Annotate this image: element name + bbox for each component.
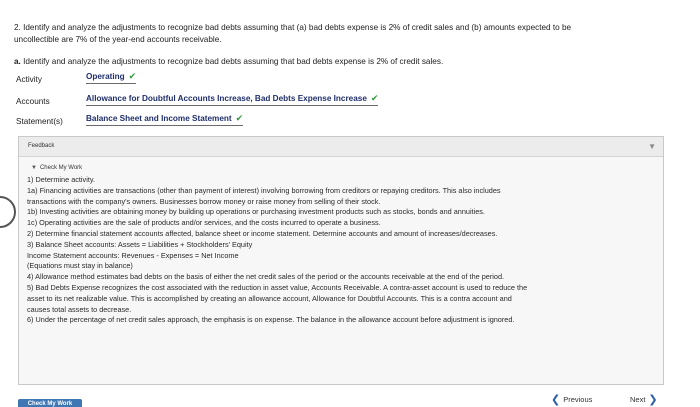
feedback-panel — [18, 136, 664, 385]
answer-value-statements: Balance Sheet and Income Statement — [86, 114, 232, 123]
check-my-work-button[interactable]: Check My Work — [18, 399, 82, 407]
feedback-line: 1c) Operating activities are the sale of products and/or services, and the costs incurred to operate a business. — [27, 218, 381, 228]
answer-dropdown-statements[interactable] — [86, 113, 243, 126]
previous-button[interactable] — [548, 393, 592, 406]
feedback-line: Income Statement accounts: Revenues - Expenses = Net Income — [27, 250, 239, 260]
part-a-prompt — [14, 57, 674, 66]
collapse-caret-icon[interactable]: ▼ — [648, 142, 656, 151]
chevron-left-icon: ❮ — [551, 394, 561, 406]
part-a-label: a. — [14, 57, 21, 66]
answer-row-accounts — [16, 92, 378, 106]
feedback-title: Feedback — [28, 143, 55, 149]
feedback-line: asset to its net realizable value. This is accomplished by creating an allowance account, Allowance for Doubtful Accounts. This is a contra account and — [27, 293, 512, 303]
feedback-line: 3) Balance Sheet accounts: Assets = Liabilities + Stockholders' Equity — [27, 239, 253, 249]
correct-check-icon: ✔ — [370, 93, 379, 103]
side-circle-control[interactable] — [0, 196, 16, 228]
answer-row-statements — [16, 112, 243, 126]
answer-row-activity — [16, 70, 136, 84]
feedback-line: 2) Determine financial statement accounts affected, balance sheet or income statement. Determine accounts and amount of increases/decreases. — [27, 228, 498, 238]
feedback-header[interactable] — [19, 137, 663, 157]
next-label: Next — [630, 395, 646, 404]
chevron-right-icon: ❯ — [648, 394, 658, 406]
answer-dropdown-activity[interactable] — [86, 71, 136, 84]
answer-label-activity: Activity — [16, 75, 42, 84]
feedback-line: (Equations must stay in balance) — [27, 261, 133, 271]
feedback-line: 6) Under the percentage of net credit sales approach, the emphasis is on expense. The balance in the allowance account before adjustment is ignored. — [27, 315, 515, 325]
check-my-work-toggle[interactable] — [31, 165, 655, 171]
part-a-text: Identify and analyze the adjustments to recognize bad debts assuming that bad debts expense is 2% of credit sales. — [23, 57, 444, 66]
question-text — [14, 22, 674, 46]
answer-value-activity: Operating — [86, 72, 125, 81]
answer-value-accounts: Allowance for Doubtful Accounts Increase, Bad Debts Expense Increase — [86, 94, 367, 103]
check-my-work-heading: Check My Work — [39, 165, 83, 171]
question-line-1: 2. Identify and analyze the adjustments to recognize bad debts assuming that (a) bad debts expense is 2% of credit sales and (b) amounts expected to be — [14, 23, 572, 32]
correct-check-icon: ✔ — [235, 113, 244, 123]
next-button[interactable] — [630, 393, 661, 406]
expand-triangle-icon: ▼ — [31, 165, 37, 171]
feedback-line: 1a) Financing activities are transactions (other than payment of interest) involving borrowing from creditors or repaying creditors. This also includes — [27, 185, 501, 195]
question-line-2: uncollectible are 7% of the year-end accounts receivable. — [14, 35, 222, 44]
answer-label-statements: Statement(s) — [16, 117, 63, 126]
feedback-body — [27, 165, 655, 326]
correct-check-icon: ✔ — [128, 71, 137, 81]
feedback-line: 1b) Investing activities are obtaining money by building up operations or purchasing investment products such as stocks, bonds and annuities. — [27, 207, 485, 217]
feedback-line: 1) Determine activity. — [27, 175, 95, 184]
feedback-line: 5) Bad Debts Expense recognizes the cost associated with the reduction in asset value, Accounts Receivable. A contra-asset account is used to reduce the — [27, 282, 528, 292]
previous-label: Previous — [563, 395, 593, 404]
answer-label-accounts: Accounts — [16, 97, 50, 106]
feedback-line: transactions with the company's owners. Businesses borrow money or raise money from selling of their stock. — [27, 196, 381, 206]
feedback-line: 4) Allowance method estimates bad debts on the basis of either the net credit sales of the period or the accounts receivable at the end of the period. — [27, 272, 505, 282]
feedback-line: causes total assets to decrease. — [27, 304, 132, 314]
answer-dropdown-accounts[interactable] — [86, 93, 378, 106]
